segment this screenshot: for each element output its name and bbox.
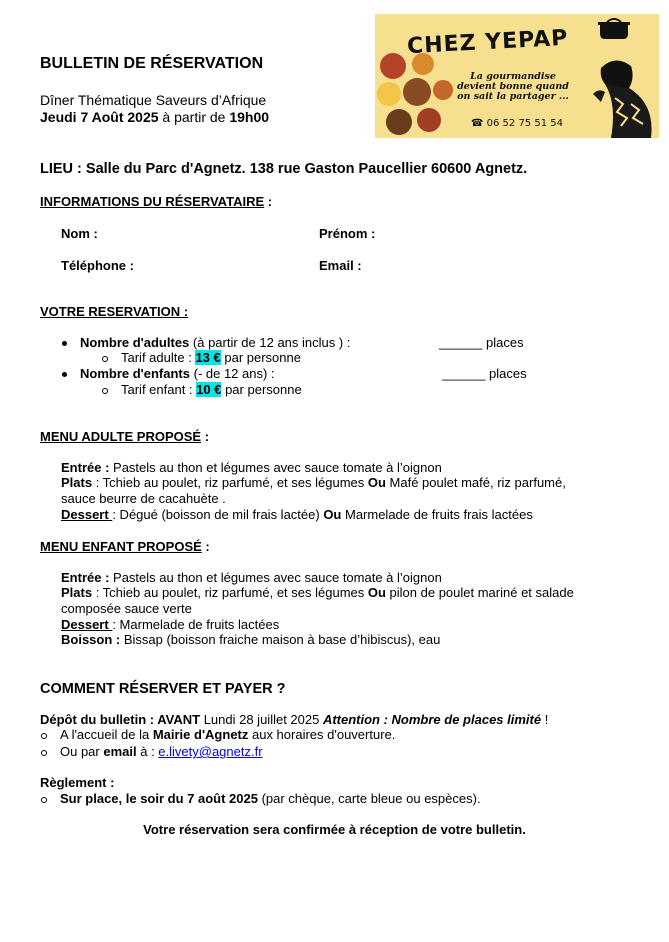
child-tarif-line xyxy=(121,382,302,398)
cooking-pot-icon xyxy=(597,18,631,40)
accueil-line xyxy=(60,727,395,743)
dessert-text: : Dégué (boisson de mil frais lactée) xyxy=(112,507,324,522)
telephone-label: Téléphone : xyxy=(61,258,134,273)
page-title: BULLETIN DE RÉSERVATION xyxy=(40,55,264,72)
dessert-text: : Marmelade de fruits lactées xyxy=(112,617,280,632)
email-line xyxy=(60,744,263,760)
event-date-day: Jeudi 7 Août 2025 xyxy=(40,109,159,125)
section-menu-enfant-heading xyxy=(40,539,210,555)
menu-enfant-heading-text: MENU ENFANT PROPOSÉ xyxy=(40,539,202,554)
depot-end: ! xyxy=(541,712,549,727)
surplace-text: (par chèque, carte bleue ou espèces). xyxy=(257,791,481,806)
adult-tarif-suffix: par personne xyxy=(220,350,301,365)
depot-date: Lundi 28 juillet 2025 xyxy=(200,712,323,727)
logo-brand: CHEZ YEPAP xyxy=(406,25,569,60)
adult-tarif-label: Tarif adulte : xyxy=(121,350,196,365)
menu-enfant-entree xyxy=(61,570,442,586)
menu-adulte-entree xyxy=(61,460,442,476)
children-label: Nombre d'enfants xyxy=(80,366,190,381)
email-label: Email : xyxy=(319,258,362,273)
bullet-icon xyxy=(62,372,67,377)
menu-enfant-boisson xyxy=(61,632,440,648)
section-reservation-heading: VOTRE RESERVATION : xyxy=(40,304,189,319)
boisson-label: Boisson : xyxy=(61,632,121,647)
children-places: ______ places xyxy=(442,366,527,381)
surplace-line xyxy=(60,791,481,807)
plats-text: : Tchieb au poulet, riz parfumé, et ses légumes xyxy=(92,475,368,490)
accueil-mairie: Mairie d'Agnetz xyxy=(152,727,249,742)
confirmation-note: Votre réservation sera confirmée à réception de votre bulletin. xyxy=(143,822,526,837)
email-word: email xyxy=(103,744,137,759)
menu-enfant-dessert xyxy=(61,617,279,633)
depot-attention: Attention : Nombre de places limité xyxy=(322,712,542,727)
plats-label: Plats xyxy=(61,585,93,600)
depot-line xyxy=(40,712,548,728)
email-link[interactable]: e.livety@agnetz.fr xyxy=(158,744,263,759)
informations-heading-text: INFORMATIONS DU RÉSERVATAIRE xyxy=(40,194,265,209)
plats-text: : Tchieb au poulet, riz parfumé, et ses légumes xyxy=(92,585,368,600)
menu-enfant-plats xyxy=(61,585,574,601)
african-woman-illustration-icon xyxy=(571,54,659,138)
menu-adulte-plats-cont: sauce beurre de cacahuète . xyxy=(61,491,226,506)
surplace-label: Sur place, le soir du 7 août 2025 xyxy=(60,791,258,806)
entree-text: Pastels au thon et légumes avec sauce tomate à l’oignon xyxy=(109,460,442,475)
dessert-ou: Ou xyxy=(323,507,342,522)
logo-phone xyxy=(471,118,563,129)
informations-heading-suffix: : xyxy=(264,194,273,209)
menu-enfant-heading-suffix: : xyxy=(201,539,210,554)
email-text: Ou par xyxy=(60,744,104,759)
sub-bullet-icon xyxy=(41,733,47,739)
menu-enfant-plats-cont: composée sauce verte xyxy=(61,601,192,616)
menu-adulte-heading-suffix: : xyxy=(201,429,210,444)
section-informations-heading xyxy=(40,194,272,210)
child-tarif-suffix: par personne xyxy=(221,382,302,397)
plats-label: Plats xyxy=(61,475,93,490)
adults-label: Nombre d'adultes xyxy=(80,335,190,350)
boisson-text: Bissap (boisson fraiche maison à base d’hibiscus), eau xyxy=(120,632,441,647)
children-line xyxy=(80,366,275,382)
email-mid: à : xyxy=(136,744,159,759)
adult-price: 13 € xyxy=(195,350,221,365)
logo-slogan: La gourmandise devient bonne quand on sait la partager ... xyxy=(457,71,569,102)
logo-phone-number: 06 52 75 51 54 xyxy=(486,118,563,129)
entree-label: Entrée : xyxy=(61,460,110,475)
section-comment-heading: COMMENT RÉSERVER ET PAYER ? xyxy=(40,681,286,697)
plats-ou: Ou xyxy=(367,475,386,490)
dishes-photo-icon xyxy=(375,52,453,138)
event-date xyxy=(40,109,269,126)
entree-text: Pastels au thon et légumes avec sauce tomate à l’oignon xyxy=(109,570,442,585)
plats-ou: Ou xyxy=(367,585,386,600)
sub-bullet-icon xyxy=(41,750,47,756)
dessert-label: Dessert xyxy=(61,507,109,522)
plats-text-2: pilon de poulet mariné et salade xyxy=(385,585,574,600)
dessert-label: Dessert xyxy=(61,617,109,632)
depot-label: Dépôt du bulletin : AVANT xyxy=(40,712,201,727)
sub-bullet-icon xyxy=(102,388,108,394)
child-price: 10 € xyxy=(196,382,222,397)
adults-line xyxy=(80,335,350,351)
entree-label: Entrée : xyxy=(61,570,110,585)
sub-bullet-icon xyxy=(41,797,47,803)
children-note: (- de 12 ans) : xyxy=(190,366,275,381)
prenom-label: Prénom : xyxy=(319,226,376,241)
dessert-text-2: Marmelade de fruits frais lactées xyxy=(341,507,533,522)
event-time: 19h00 xyxy=(229,109,270,125)
adult-tarif-line xyxy=(121,350,301,366)
menu-adulte-heading-text: MENU ADULTE PROPOSÉ xyxy=(40,429,202,444)
venue-line: LIEU : Salle du Parc d'Agnetz. 138 rue Gaston Paucellier 60600 Agnetz. xyxy=(40,161,528,177)
plats-text-2: Mafé poulet mafé, riz parfumé, xyxy=(385,475,566,490)
adults-places: ______ places xyxy=(439,335,524,350)
chez-yepap-logo xyxy=(375,14,659,138)
phone-icon: ☎ xyxy=(471,118,487,129)
menu-adulte-dessert xyxy=(61,507,533,523)
accueil-text-2: aux horaires d'ouverture. xyxy=(248,727,396,742)
adults-note: (à partir de 12 ans inclus ) : xyxy=(189,335,351,350)
bullet-icon xyxy=(62,341,67,346)
event-title: Dîner Thématique Saveurs d’Afrique xyxy=(40,92,267,108)
event-date-mid: à partir de xyxy=(158,109,230,125)
child-tarif-label: Tarif enfant : xyxy=(121,382,197,397)
sub-bullet-icon xyxy=(102,356,108,362)
reglement-label: Règlement : xyxy=(40,775,115,790)
menu-adulte-plats xyxy=(61,475,566,491)
accueil-text: A l'accueil de la xyxy=(60,727,153,742)
nom-label: Nom : xyxy=(61,226,98,241)
section-menu-adulte-heading xyxy=(40,429,209,445)
